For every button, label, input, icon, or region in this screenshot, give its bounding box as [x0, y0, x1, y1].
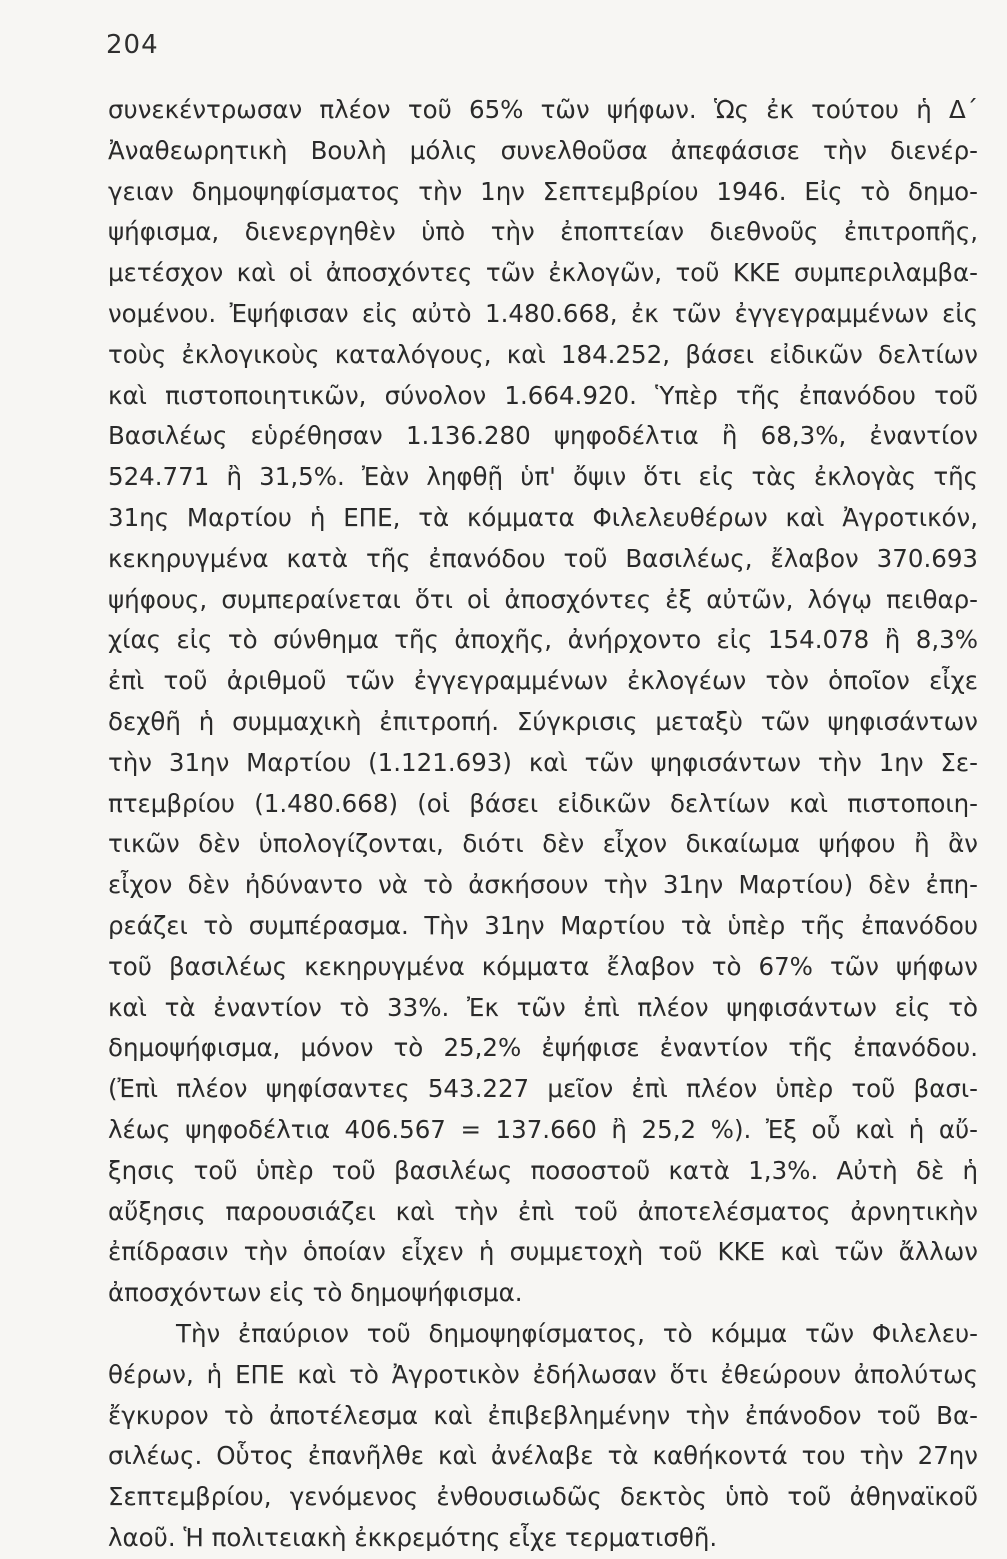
text-line-paragraph-end: λαοῦ. Ἡ πολιτειακὴ ἐκκρεμότης εἶχε τερματισθῆ. — [108, 1522, 718, 1552]
text-line: Βασιλέως εὑρέθησαν 1.136.280 ψηφοδέλτια ἢ 68,3%, ἐναντίον — [108, 421, 978, 451]
text-line: ἔγκυρον τὸ ἀποτέλεσμα καὶ ἐπιβεβλημένην τὴν ἐπάνοδον τοῦ Βα- — [108, 1400, 978, 1430]
text-line: ρεάζει τὸ συμπέρασμα. Τὴν 31ην Μαρτίου τὰ ὑπὲρ τῆς ἐπανόδου — [108, 910, 978, 940]
text-line: συνεκέντρωσαν πλέον τοῦ 65% τῶν ψήφων. Ὡς ἐκ τούτου ἡ Δ΄ — [108, 95, 978, 124]
text-line: κεκηρυγμένα κατὰ τῆς ἐπανόδου τοῦ Βασιλέως, ἔλαβον 370.693 — [108, 543, 978, 573]
text-line: ἐπὶ τοῦ ἀριθμοῦ τῶν ἐγγεγραμμένων ἐκλογέων τὸν ὁποῖον εἶχε — [108, 666, 978, 696]
text-line: τοὺς ἐκλογικοὺς καταλόγους, καὶ 184.252, βάσει εἰδικῶν δελτίων — [108, 339, 978, 369]
text-line: σιλέως. Οὗτος ἐπανῆλθε καὶ ἀνέλαβε τὰ καθήκοντά του τὴν 27ην — [108, 1441, 978, 1471]
text-line: ψήφους, συμπεραίνεται ὅτι οἱ ἀποσχόντες ἐξ αὐτῶν, λόγῳ πειθαρ- — [108, 584, 978, 614]
text-line: γειαν δημοψηφίσματος τὴν 1ην Σεπτεμβρίου 1946. Εἰς τὸ δημο- — [108, 176, 978, 206]
text-line: πτεμβρίου (1.480.668) (οἱ βάσει εἰδικῶν δελτίων καὶ πιστοποιη- — [108, 788, 978, 818]
text-line: τικῶν δὲν ὑπολογίζονται, διότι δὲν εἶχον δικαίωμα ψήφου ἢ ἂν — [108, 829, 978, 859]
text-line: εἶχον δὲν ἠδύναντο νὰ τὸ ἀσκήσουν τὴν 31ην Μαρτίου) δὲν ἐπη- — [108, 870, 978, 900]
text-line: Ἀναθεωρητικὴ Βουλὴ μόλις συνελθοῦσα ἀπεφάσισε τὴν διενέρ- — [108, 135, 978, 165]
text-line: 524.771 ἢ 31,5%. Ἐὰν ληφθῇ ὑπ' ὄψιν ὅτι εἰς τὰς ἐκλογὰς τῆς — [108, 462, 978, 492]
text-line: Σεπτεμβρίου, γενόμενος ἐνθουσιωδῶς δεκτὸς ὑπὸ τοῦ ἀθηναϊκοῦ — [108, 1482, 978, 1512]
text-line: ψήφισμα, διενεργηθὲν ὑπὸ τὴν ἐποπτείαν διεθνοῦς ἐπιτροπῆς, — [108, 217, 978, 247]
page-number: 204 — [106, 30, 159, 60]
text-line: αὔξησις παρουσιάζει καὶ τὴν ἐπὶ τοῦ ἀποτελέσματος ἀρνητικὴν — [108, 1196, 978, 1226]
text-line: μετέσχον καὶ οἱ ἀποσχόντες τῶν ἐκλογῶν, τοῦ ΚΚΕ συμπεριλαμβα- — [108, 258, 978, 288]
text-line: δεχθῆ ἡ συμμαχικὴ ἐπιτροπή. Σύγκρισις μεταξὺ τῶν ψηφισάντων — [108, 706, 978, 736]
text-line-paragraph-end: ἀποσχόντων εἰς τὸ δημοψήφισμα. — [108, 1278, 523, 1308]
text-line-paragraph-start: Τὴν ἐπαύριον τοῦ δημοψηφίσματος, τὸ κόμμα τῶν Φιλελευ- — [176, 1318, 978, 1348]
text-line: λέως ψηφοδέλτια 406.567 = 137.660 ἢ 25,2 %). Ἐξ οὗ καὶ ἡ αὔ- — [108, 1114, 978, 1144]
text-line: καὶ τὰ ἐναντίον τὸ 33%. Ἐκ τῶν ἐπὶ πλέον ψηφισάντων εἰς τὸ — [108, 992, 978, 1022]
text-line: (Ἐπὶ πλέον ψηφίσαντες 543.227 μεῖον ἐπὶ πλέον ὑπὲρ τοῦ βασι- — [108, 1074, 978, 1104]
text-line: θέρων, ἡ ΕΠΕ καὶ τὸ Ἀγροτικὸν ἐδήλωσαν ὅτι ἐθεώρουν ἀπολύτως — [108, 1359, 978, 1389]
text-line: δημοψήφισμα, μόνον τὸ 25,2% ἐψήφισε ἐναντίον τῆς ἐπανόδου. — [108, 1033, 978, 1063]
text-line: ξησις τοῦ ὑπὲρ τοῦ βασιλέως ποσοστοῦ κατὰ 1,3%. Αὐτὴ δὲ ἡ — [108, 1155, 978, 1185]
text-line: ἐπίδρασιν τὴν ὁποίαν εἶχεν ἡ συμμετοχὴ τοῦ ΚΚΕ καὶ τῶν ἄλλων — [108, 1237, 978, 1267]
text-line: 31ης Μαρτίου ἡ ΕΠΕ, τὰ κόμματα Φιλελευθέρων καὶ Ἀγροτικόν, — [108, 502, 978, 532]
text-line: χίας εἰς τὸ σύνθημα τῆς ἀποχῆς, ἀνήρχοντο εἰς 154.078 ἢ 8,3% — [108, 625, 978, 655]
text-line: τὴν 31ην Μαρτίου (1.121.693) καὶ τῶν ψηφισάντων τὴν 1ην Σε- — [108, 747, 978, 777]
text-line: καὶ πιστοποιητικῶν, σύνολον 1.664.920. Ὑπὲρ τῆς ἐπανόδου τοῦ — [108, 380, 978, 410]
body-text — [108, 90, 978, 1559]
text-line: τοῦ βασιλέως κεκηρυγμένα κόμματα ἔλαβον τὸ 67% τῶν ψήφων — [108, 951, 978, 981]
text-line: νομένου. Ἐψήφισαν εἰς αὐτὸ 1.480.668, ἐκ τῶν ἐγγεγραμμένων εἰς — [108, 298, 978, 328]
